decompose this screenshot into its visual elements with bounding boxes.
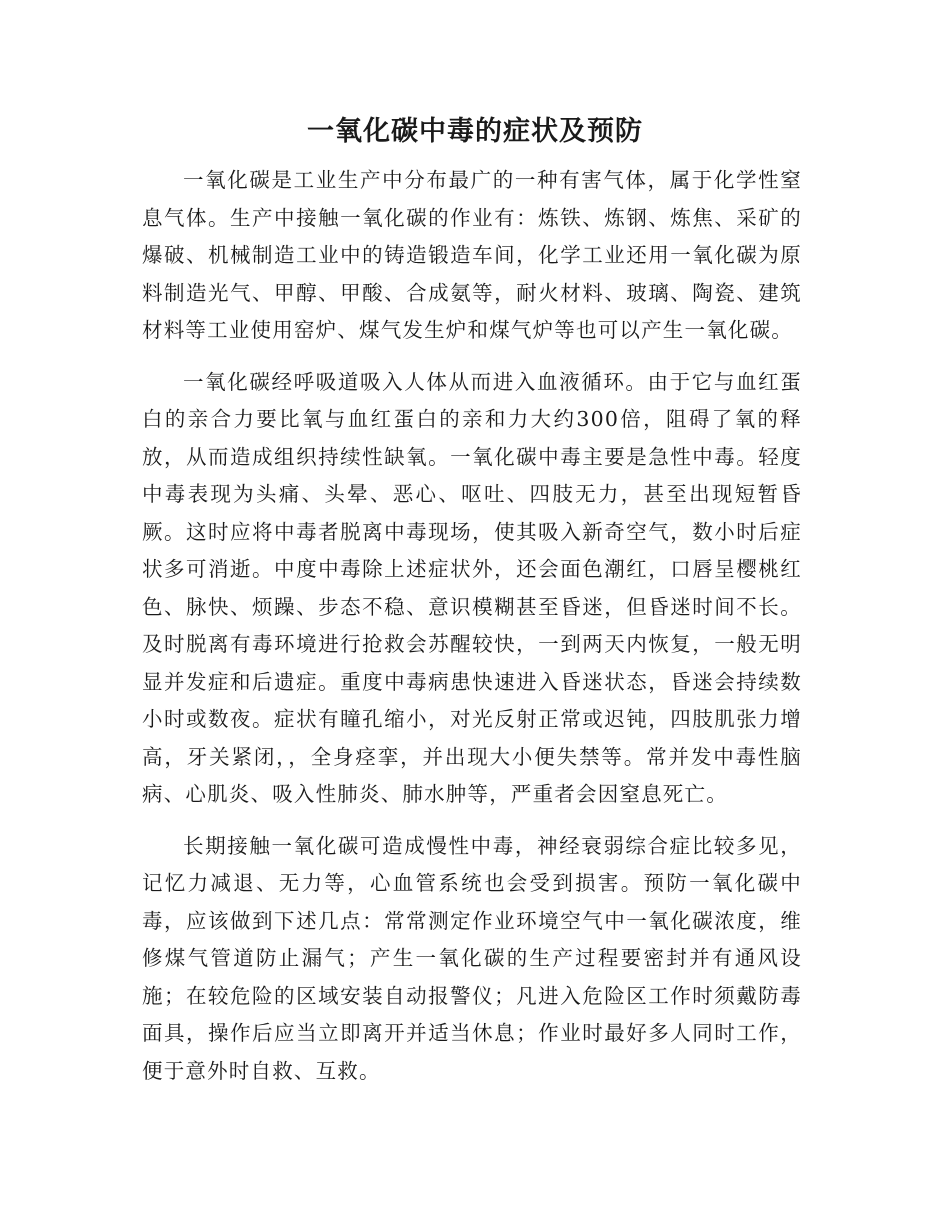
paragraph-1: 一氧化碳是工业生产中分布最广的一种有害气体，属于化学性窒息气体。生产中接触一氧化碳的作业有：炼铁、炼钢、炼焦、采矿的爆破、机械制造工业中的铸造锻造车间，化学工业还用一氧化碳为原料制造光气、甲醇、甲酸、合成氨等，耐火材料、玻璃、陶瓷、建筑材料等工业使用窑炉、煤气发生炉和煤气炉等也可以产生一氧化碳。 — [142, 168, 802, 342]
document-body — [142, 162, 802, 1104]
document-title: 一氧化碳中毒的症状及预防 — [307, 116, 643, 147]
paragraph-3: 长期接触一氧化碳可造成慢性中毒，神经衰弱综合症比较多见，记忆力减退、无力等，心血管系统也会受到损害。预防一氧化碳中毒，应该做到下述几点：常常测定作业环境空气中一氧化碳浓度，维修煤气管道防止漏气；产生一氧化碳的生产过程要密封并有通风设施；在较危险的区域安装自动报警仪；凡进入危险区工作时须戴防毒面具，操作后应当立即离开并适当休息；作业时最好多人同时工作，便于意外时自救、互救。 — [142, 833, 802, 1083]
paragraph-2: 一氧化碳经呼吸道吸入人体从而进入血液循环。由于它与血红蛋白的亲合力要比氧与血红蛋白的亲和力大约300倍，阻碍了氧的释放，从而造成组织持续性缺氧。一氧化碳中毒主要是急性中毒。轻度中毒表现为头痛、头晕、恶心、呕吐、四肢无力，甚至出现短暂昏厥。这时应将中毒者脱离中毒现场，使其吸入新奇空气，数小时后症状多可消逝。中度中毒除上述症状外，还会面色潮红，口唇呈樱桃红色、脉快、烦躁、步态不稳、意识模糊甚至昏迷，但昏迷时间不长。及时脱离有毒环境进行抢救会苏醒较快，一到两天内恢复，一般无明显并发症和后遗症。重度中毒病患快速进入昏迷状态，昏迷会持续数小时或数夜。症状有瞳孔缩小，对光反射正常或迟钝，四肢肌张力增高，牙关紧闭，，全身痉挛，并出现大小便失禁等。常并发中毒性脑病、心肌炎、吸入性肺炎、肺水肿等，严重者会因窒息死亡。 — [142, 369, 802, 806]
